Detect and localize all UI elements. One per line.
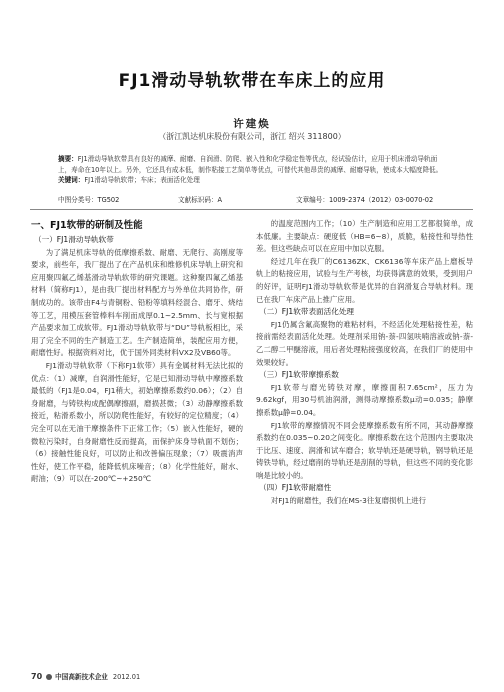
abstract-text: FJ1滑动导轨软带具有良好的减摩、耐磨、自润滑、防爬、嵌入性和化学稳定性等优点，经试验估计，应用于机床滑动导轨面上，寿命在10年以上。另外，它还具有成本低，制作粘接工艺简单等优点，可替代其他昂贵的减摩、耐磨导轨，使成本大幅度降低。 <box>58 155 443 174</box>
page-footer <box>31 671 140 681</box>
abstract-label: 摘要： <box>58 155 78 163</box>
article-title: FJ1滑动导轨软带在车床上的应用 <box>118 71 386 91</box>
article-meta <box>58 195 450 205</box>
header-divider <box>30 209 473 210</box>
journal-logo-icon <box>46 674 52 680</box>
abstract-block <box>58 154 450 186</box>
subsection-heading: （二）FJ1软带表面活化处理 <box>259 307 354 317</box>
body-paragraph: 为了满足机床导轨的低摩擦系数、耐磨、无爬行、高刚度等要求，前些年，我厂提出了在产品机床和维修机床导轨上研究和应用聚四氟乙烯基滑动导轨软带的研究课题。这种聚四氟乙烯基材料（简称FJ1），是由我厂提出材料配方与外单位共同协作，研制成功的。该带由F4与青铜粉、铅粉等填料经混合、磨牙、烧结等工艺，用模压套管棒料车削而成厚0.1~2.5mm、长与宽根据产品要求加工成软带。FJ1滑动导轨软带与“DU”导轨板相比，采用了完全不同的生产制造工艺。生产制造简单，装配应用方便，耐磨性好。根据资料对比，优于国外同类材料VX2及VB60等。 <box>31 247 243 358</box>
author-affiliation: （浙江凯达机床股份有限公司，浙江 绍兴 311800） <box>158 132 346 141</box>
section-heading: 一、FJ1软带的研制及性能 <box>31 220 143 231</box>
page-number: 70 <box>31 672 43 681</box>
right-column <box>256 218 473 508</box>
keywords-label: 关键词： <box>58 176 85 184</box>
journal-issue: 2012.01 <box>112 673 141 681</box>
left-column <box>31 218 243 486</box>
subsection-heading: （四）FJ1软带耐磨性 <box>259 483 332 493</box>
body-paragraph: 经过几年在我厂的C6136ZK、CK6136等车床产品上磨板导轨上的粘接应用，试验与生产考核，均获得满意的效果，受到用户的好评，证明FJ1滑动导轨软带是优异的自润滑复合导轨材料。现已在我厂车床产品上推广应用。 <box>256 256 473 304</box>
journal-name: 中国高新技术企业 <box>55 673 108 681</box>
subsection-heading: （三）FJ1软带摩擦系数 <box>259 370 339 380</box>
article-id: 文章编号：1009-2374（2012）03-0070-02 <box>296 196 434 204</box>
body-paragraph: 的温度范围内工作；（10）生产制造和应用工艺都很简单，成本低廉。主要缺点：硬度低（HB=6~8），质脆，粘接性和导热性差。但这些缺点可以在应用中加以克服。 <box>256 219 473 254</box>
document-code: 文献标识码：A <box>178 196 223 204</box>
author-name: 许建焕 <box>233 118 271 130</box>
subsection-heading: （一）FJ1滑动导轨软带 <box>34 235 114 244</box>
body-paragraph: FJ1滑动导轨软带（下称FJ1软带）具有金属材料无法比拟的优点：（1）减摩，自润滑性能好，它是已知滑动导轨中摩擦系数最低的（FJ1是0.04，FJ1稍大，初始摩擦系数约0.06）；（2）自身耐磨，与铸铁构成配偶摩擦副，磨损甚微；（3）动静摩擦系数接近，粘滑系数小，所以防爬性能好，有较好的定位精度；（4）完全可以在无油干摩擦条件下正常工作；（5）嵌入性能好，硬的微粒污染时，自身耐磨性反而提高，而保护床身导轨面不划伤；（6）接触性能良好，可以防止和改善偏压现象；（7）吸震消声性好，使工作平稳，能降低机床噪音；（8）化学性能好，耐水、耐油；（9）可以在-200℃~+250℃ <box>31 360 243 484</box>
body-paragraph: FJ1软带与磨光铸铁对摩，摩擦面积7.65cm²，压力为9.62kgf，用30号机油润滑，测得动摩擦系数μ动=0.035；静摩擦系数μ静=0.04。 <box>256 382 473 417</box>
keywords-text: FJ1滑动导轨软带；车床；表面活化处理 <box>84 176 200 184</box>
body-paragraph: 对FJ1的耐磨性，我们在MS-3往复磨损机上进行 <box>270 496 427 506</box>
body-paragraph: FJ1仍属含氟高聚物的难粘材料，不经活化处理粘接性差，粘接前需经表面活化处理。处理剂采用钠-萘-四氢呋喃溶液或钠-萘-乙二醇二甲醚溶液，用后者处理粘接强度较高，在我们厂的使用中效果较好。 <box>256 319 473 367</box>
body-paragraph: FJ1软带的摩擦情况不同会使摩擦系数有所不同，其动静摩擦系数约在0.035~0.20之间变化。摩擦系数在这个范围内主要取决于比压、速度、润滑和试车磨合；软导轨还是硬导轨，钢导轨还是铸铁导轨，经过磨削的导轨还是刮削的导轨，但这些不同的变化影响是比较小的。 <box>256 420 473 480</box>
clc-number: 中图分类号：TG502 <box>58 196 120 204</box>
